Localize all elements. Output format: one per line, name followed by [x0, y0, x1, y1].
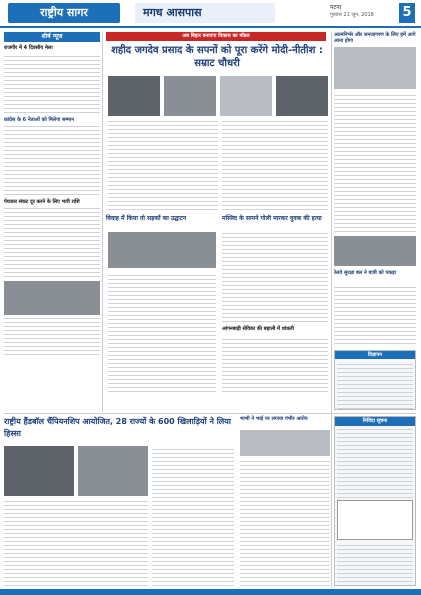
- right-top-body: [334, 92, 416, 232]
- mid-headline-a: विवाह में किया तो सड़कों का उद्घाटन: [106, 215, 187, 222]
- tender-notice-body: [337, 428, 413, 498]
- left-article-4-body: [4, 317, 100, 355]
- mid-body-b: [222, 232, 328, 322]
- left-article-3-body: [4, 207, 100, 277]
- mid-headline-c: आंगनबाड़ी सेविका की बहाली में धांधली: [222, 326, 294, 332]
- left-column: [4, 32, 100, 412]
- right-mid-photo: [334, 236, 416, 266]
- column-divider-2: [331, 32, 332, 587]
- mid-photo-a: [108, 232, 216, 268]
- left-article-1-body: [4, 53, 100, 113]
- tender-notice-title: निविदा सूचना: [335, 417, 415, 426]
- lead-photo-3: [220, 76, 272, 116]
- bottom-right-body: [240, 460, 330, 586]
- left-column-header: शीर्ष न्यूज: [4, 32, 100, 42]
- lead-photo-4: [276, 76, 328, 116]
- lead-photo-2: [164, 76, 216, 116]
- bottom-photo-2: [78, 446, 148, 496]
- edition-date: गुरुवार 21 जून, 2018: [330, 12, 374, 18]
- right-mid-body: [334, 284, 416, 344]
- lead-photo-1: [108, 76, 160, 116]
- edition-city: पटना: [330, 4, 342, 11]
- mid-headline-b: मस्जिद के सामने गोली मारकर युवक की हत्या: [222, 215, 322, 222]
- mid-body-a: [108, 272, 216, 392]
- left-headline-1: राजगीर में 4 दिवसीय मेला: [4, 45, 53, 51]
- section-divider: [4, 413, 416, 414]
- top-banner: अब बिहार बनाएगा विकास का मॉडल: [106, 32, 326, 41]
- masthead-rule: [0, 26, 421, 28]
- tender-notice-footer: [337, 542, 413, 582]
- bottom-right-headline: भाभी ने भाई पर लगाया गंभीर आरोप: [240, 416, 308, 422]
- bottom-body-left: [4, 500, 148, 586]
- column-divider-1: [102, 32, 103, 412]
- left-headline-3: पेयजल संकट दूर करने के लिए भारी राशि: [4, 199, 80, 205]
- bottom-body-right: [152, 446, 234, 586]
- bottom-photo-1: [4, 446, 74, 496]
- bottom-right-photo: [240, 430, 330, 456]
- right-top-column: [334, 32, 416, 232]
- left-headline-2: कांग्रेस के 6 नेताओं को मिलेगा सम्मान: [4, 117, 74, 123]
- right-top-headline: आत्मनिर्भर और जनजागरण के लिए हमें आगे आना होगा: [334, 32, 416, 44]
- right-top-photo: [334, 47, 416, 89]
- lead-body-1: [108, 120, 218, 210]
- section-title: मगध आसपास: [135, 3, 275, 23]
- left-article-2-body: [4, 125, 100, 195]
- mid-headline-d: रेलवे सुरक्षा बल ने यात्री को पकड़ा: [334, 270, 397, 276]
- left-photo: [4, 281, 100, 315]
- newspaper-logo: राष्ट्रीय सागर: [8, 3, 120, 23]
- lead-headline: शहीद जगदेव प्रसाद के सपनों को पूरा करेंगे मोदी-नीतीश : सम्राट चौधरी: [111, 45, 323, 69]
- masthead: [0, 0, 421, 26]
- lead-body-2: [222, 120, 328, 210]
- classified-ad-title: विज्ञापन: [335, 351, 415, 359]
- page-number: 5: [399, 3, 415, 23]
- classified-ad-box: [334, 350, 416, 410]
- tender-notice: [334, 416, 416, 586]
- tender-notice-table: [337, 500, 413, 540]
- mid-body-c: [222, 338, 328, 392]
- bottom-headline: राष्ट्रीय हैंडबॉल चैंपियनशिप आयोजित, 28 राज्यों के 600 खिलाड़ियों ने लिया हिस्सा: [4, 417, 231, 438]
- footer-rule: [0, 589, 421, 595]
- classified-ad-body: [337, 361, 413, 409]
